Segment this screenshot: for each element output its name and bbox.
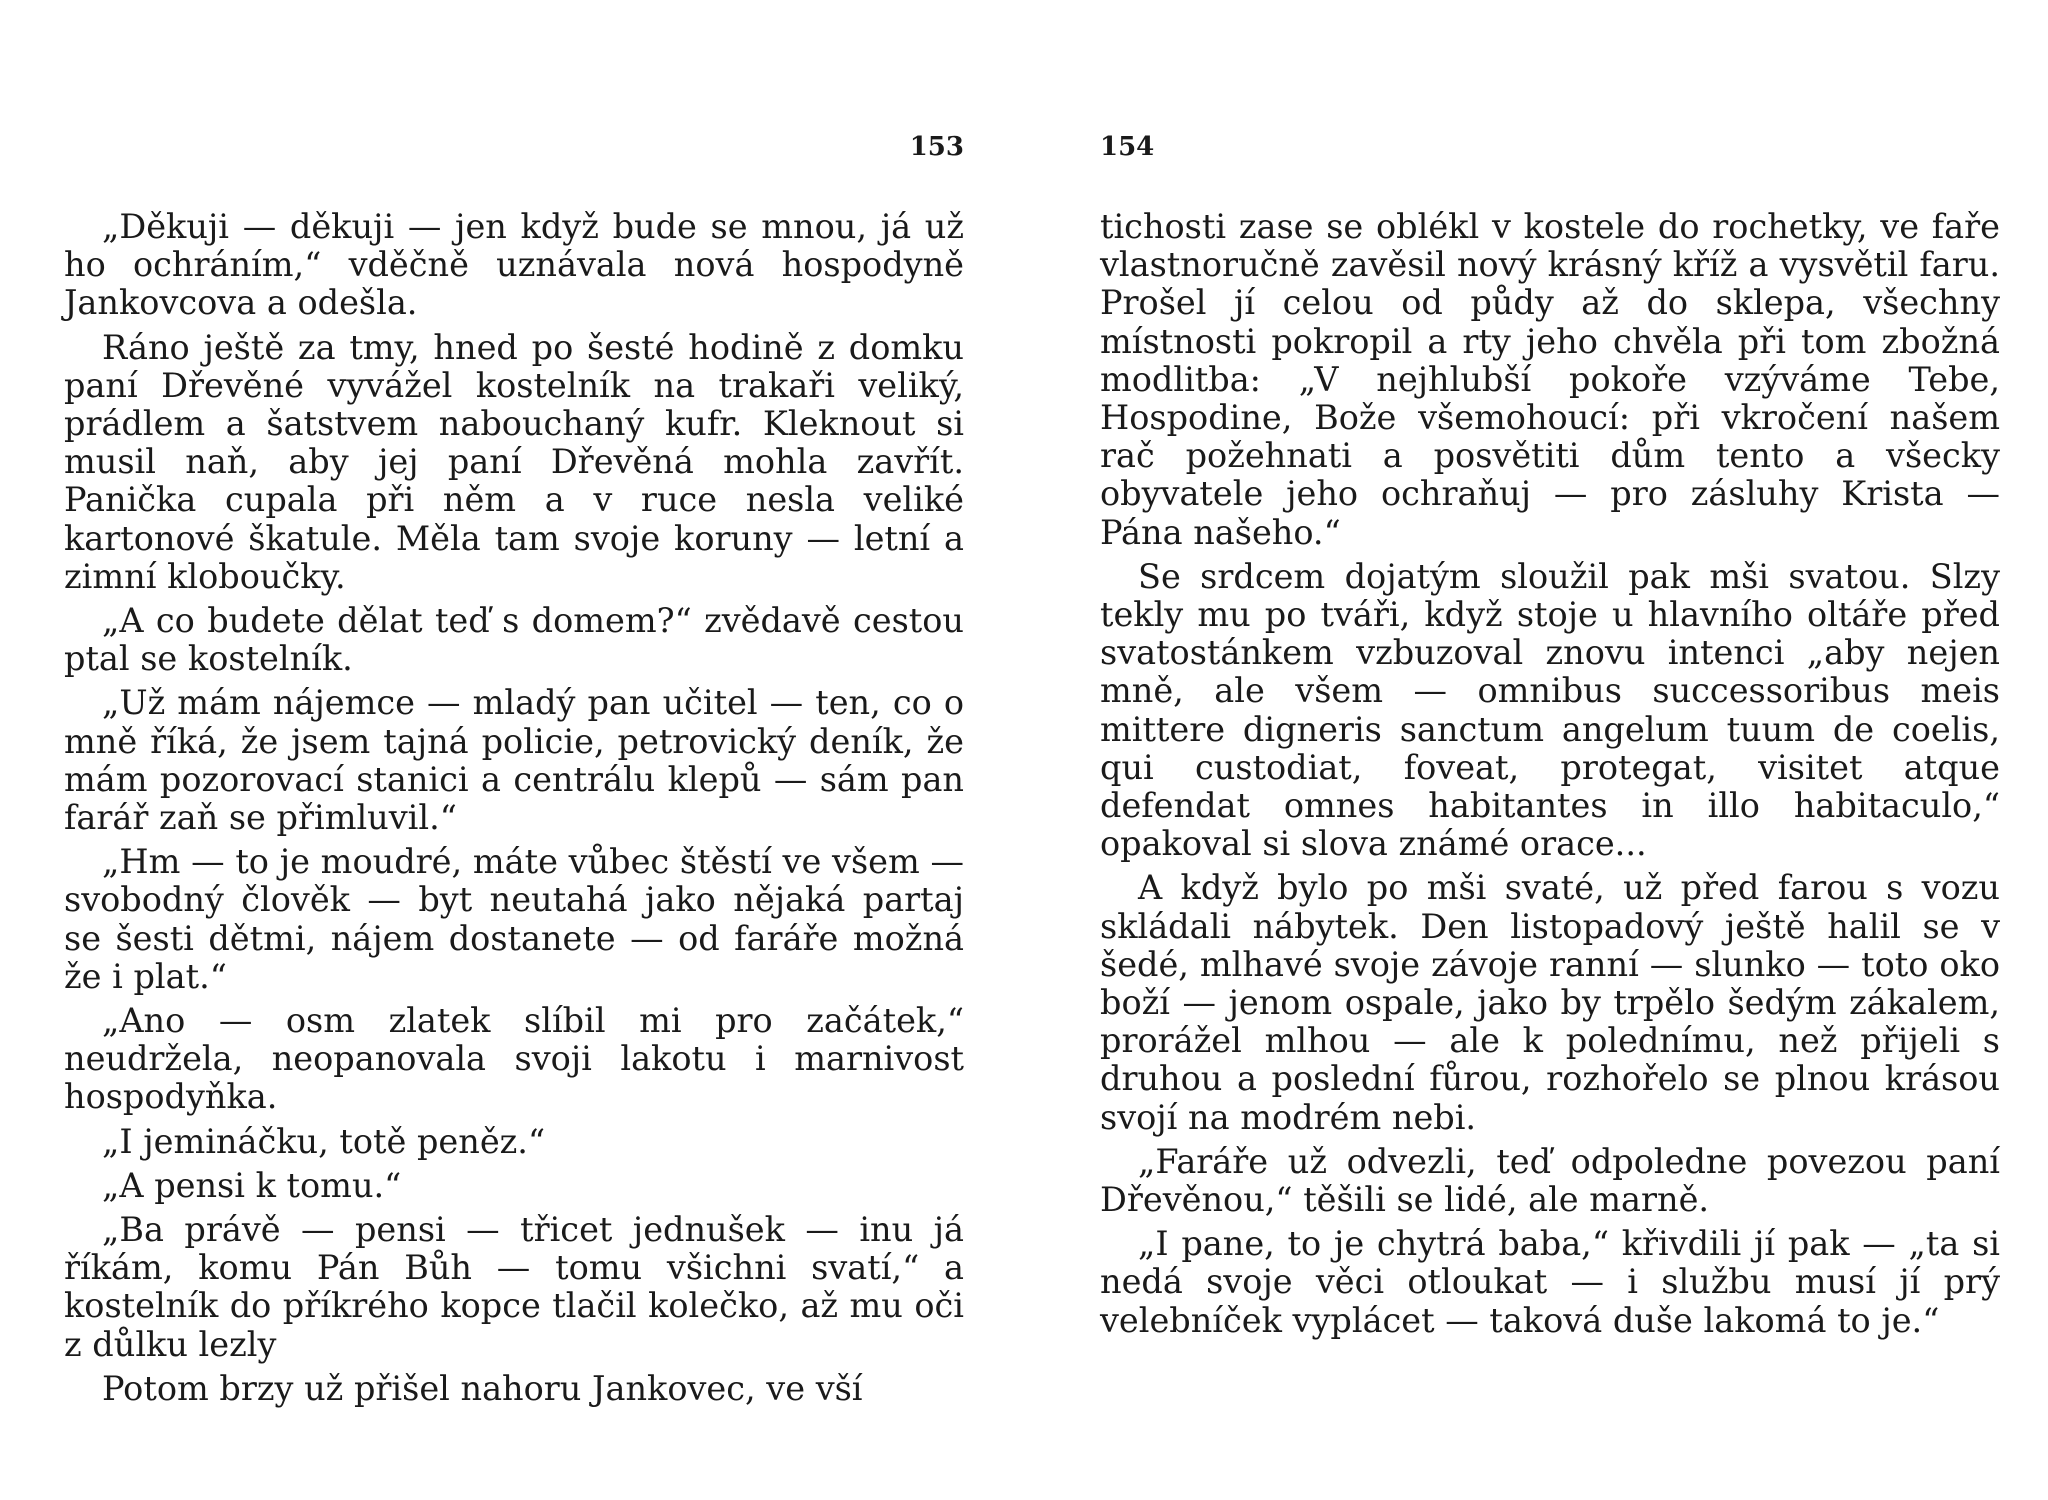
page-text: [1100, 208, 2000, 1346]
paragraph: „A pensi k tomu.“: [102, 1165, 402, 1205]
paragraph: „Faráře už odvezli, teď odpoledne povezou paní Dřevěnou,“ těšili se lidé, ale marně.: [1100, 1141, 2000, 1220]
paragraph: „Hm — to je moudré, máte vůbec štěstí ve všem — svobodný člověk — byt neutahá jako nějaká partaj se šesti dětmi, nájem dostanete — od faráře možná že i plat.“: [64, 842, 964, 996]
paragraph: „I pane, to je chytrá baba,“ křivdili jí pak — „ta si nedá svoje věci otloukat — i službu musí jí prý velebníček vyplácet — taková duše lakomá to je.“: [1100, 1224, 2000, 1340]
left-page: [64, 0, 964, 1500]
page-text: [64, 208, 964, 1414]
paragraph: Se srdcem dojatým sloužil pak mši svatou. Slzy tekly mu po tváři, když stoje u hlavního oltáře před svatostánkem vzbuzoval znovu intenci „aby nejen mně, ale všem — omnibus successoribus meis mittere digneris sanctum angelum tuum de coelis, qui custodiat, foveat, protegat, visitet atque defendat omnes habitantes in illo habitaculo,“ opakoval si slova známé orace...: [1100, 556, 2000, 864]
right-page: [1100, 0, 2000, 1500]
paragraph: „Děkuji — děkuji — jen když bude se mnou, já už ho ochráním,“ vděčně uznávala nová hospodyně Jankovcova a odešla.: [64, 207, 964, 323]
page-number: 153: [909, 132, 964, 162]
paragraph: „Už mám nájemce — mladý pan učitel — ten, co o mně říká, že jsem tajná policie, petrovický deník, že mám pozorovací stanici a centrálu klepů — sám pan farář zaň se přimluvil.“: [64, 683, 964, 838]
paragraph: Potom brzy už přišel nahoru Jankovec, ve vší: [102, 1368, 863, 1408]
paragraph: A když bylo po mši svaté, už před farou s vozu skládali nábytek. Den listopadový ještě halil se v šedé, mlhavé svoje závoje ranní — slunko — toto oko boží — jenom ospale, jako by trpělo šedým zákalem, prorážel mlhou — ale k polednímu, než přijeli s druhou a poslední fůrou, rozhořelo se plnou krásou svojí na modrém nebi.: [1100, 868, 2000, 1137]
paragraph: „Ba právě — pensi — třicet jednušek — inu já říkám, komu Pán Bůh — tomu všichni svatí,“ a kostelník do příkrého kopce tlačil kolečko, až mu oči z důlku lezly: [64, 1210, 964, 1364]
paragraph: Ráno ještě za tmy, hned po šesté hodině z domku paní Dřevěné vyvážel kostelník na trakaři veliký, prádlem a šatstvem nabouchaný kufr. Kleknout si musil naň, aby jej paní Dřevěná mohla zavřít. Panička cupala při něm a v ruce nesla veliké kartonové škatule. Měla tam svoje koruny — letní a zimní kloboučky.: [64, 327, 964, 596]
paragraph: „A co budete dělat teď s domem?“ zvědavě cestou ptal se kostelník.: [64, 601, 964, 679]
page-number: 154: [1100, 132, 1155, 162]
paragraph: „Ano — osm zlatek slíbil mi pro začátek,“ neudržela, neopanovala svoji lakotu i marnivost hospodyňka.: [64, 1001, 964, 1117]
paragraph: tichosti zase se oblékl v kostele do rochetky, ve faře vlastnoručně zavěsil nový krásný kříž a vysvětil faru. Prošel jí celou od půdy až do sklepa, všechny místnosti pokropil a rty jeho chvěla při tom zbožná modlitba: „V nejhlubší pokoře vzýváme Tebe, Hospodine, Bože všemohoucí: při vkročení našem rač požehnati a posvětiti dům tento a všecky obyvatele jeho ochraňuj — pro zásluhy Krista — Pána našeho.“: [1100, 207, 2000, 552]
paragraph: „I jemináčku, totě peněz.“: [102, 1121, 546, 1161]
